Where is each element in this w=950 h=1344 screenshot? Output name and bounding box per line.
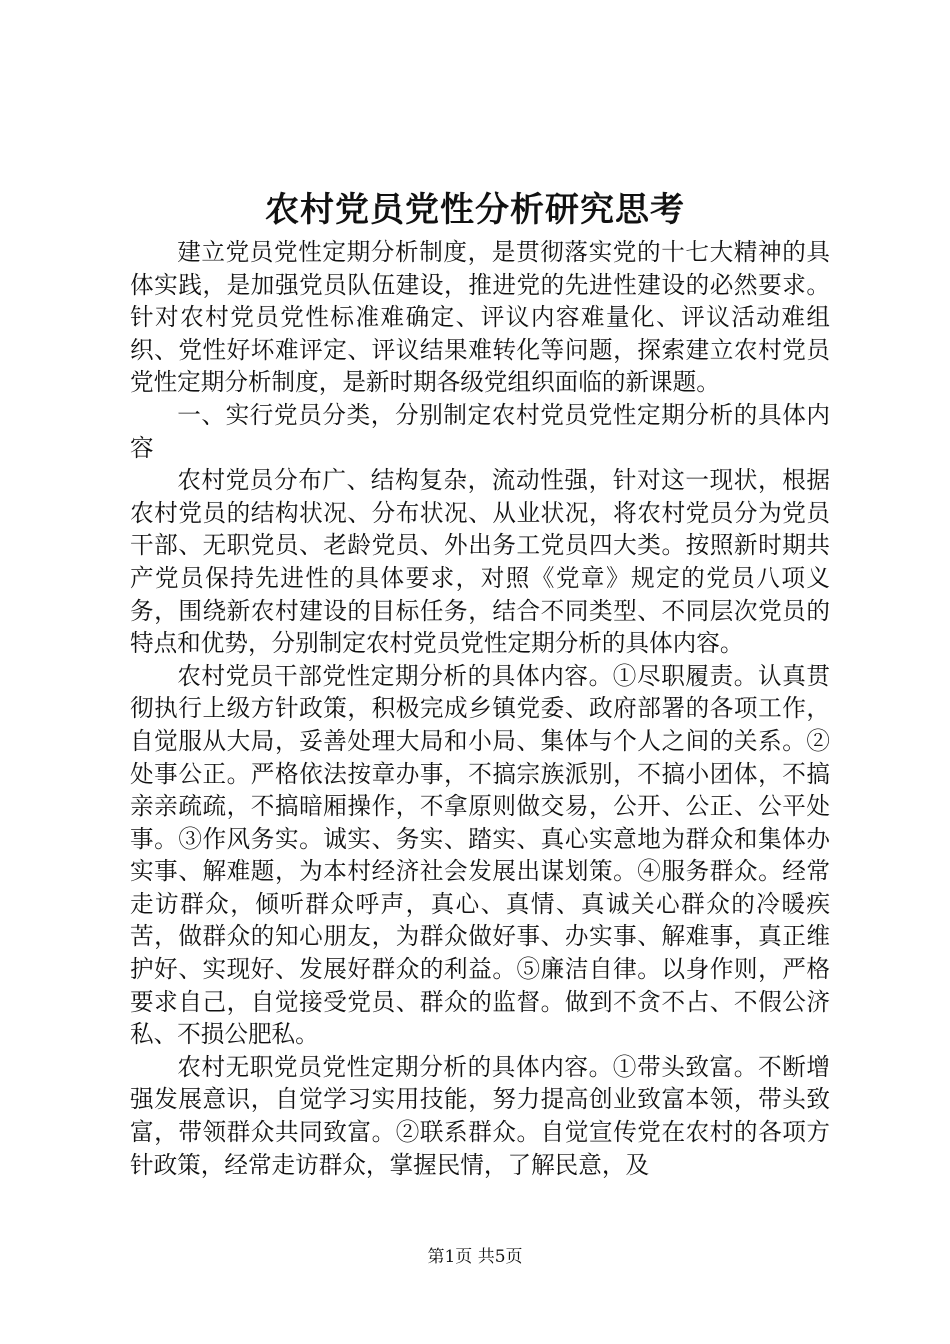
page-footer: 第1页 共5页	[427, 1247, 523, 1267]
section-heading: 一、实行党员分类，分别制定农村党员党性定期分析的具体内容	[130, 400, 830, 462]
document-title: 农村党员党性分析研究思考	[265, 190, 685, 230]
paragraph: 建立党员党性定期分析制度，是贯彻落实党的十七大精神的具体实践，是加强党员队伍建设，推进党的先进性建设的必然要求。针对农村党员党性标准难确定、评议内容难量化、评议活动难组织、党性好坏难评定、评议结果难转化等问题，探索建立农村党员党性定期分析制度，是新时期各级党组织面临的新课题。	[130, 238, 830, 397]
paragraph: 农村党员分布广、结构复杂，流动性强，针对这一现状，根据农村党员的结构状况、分布状况、从业状况，将农村党员分为党员干部、无职党员、老龄党员、外出务工党员四大类。按照新时期共产党员保持先进性的具体要求，对照《党章》规定的党员八项义务，围绕新农村建设的目标任务，结合不同类型、不同层次党员的特点和优势，分别制定农村党员党性定期分析的具体内容。	[130, 466, 830, 658]
paragraph: 农村党员干部党性定期分析的具体内容。①尽职履责。认真贯彻执行上级方针政策，积极完成乡镇党委、政府部署的各项工作，自觉服从大局，妥善处理大局和小局、集体与个人之间的关系。②处事公正。严格依法按章办事，不搞宗族派别，不搞小团体，不搞亲亲疏疏，不搞暗厢操作，不拿原则做交易，公开、公正、公平处事。③作风务实。诚实、务实、踏实、真心实意地为群众和集体办实事、解难题，为本村经济社会发展出谋划策。④服务群众。经常走访群众，倾听群众呼声，真心、真情、真诚关心群众的冷暖疾苦，做群众的知心朋友，为群众做好事、办实事、解难事，真正维护好、实现好、发展好群众的利益。⑤廉洁自律。以身作则，严格要求自己，自觉接受党员、群众的监督。做到不贪不占、不假公济私、不损公肥私。	[130, 661, 830, 1049]
paragraph: 农村无职党员党性定期分析的具体内容。①带头致富。不断增强发展意识，自觉学习实用技能，努力提高创业致富本领，带头致富，带领群众共同致富。②联系群众。自觉宣传党在农村的各项方针政策，经常走访群众，掌握民情，了解民意，及	[130, 1052, 830, 1179]
document-body	[130, 236, 830, 1181]
